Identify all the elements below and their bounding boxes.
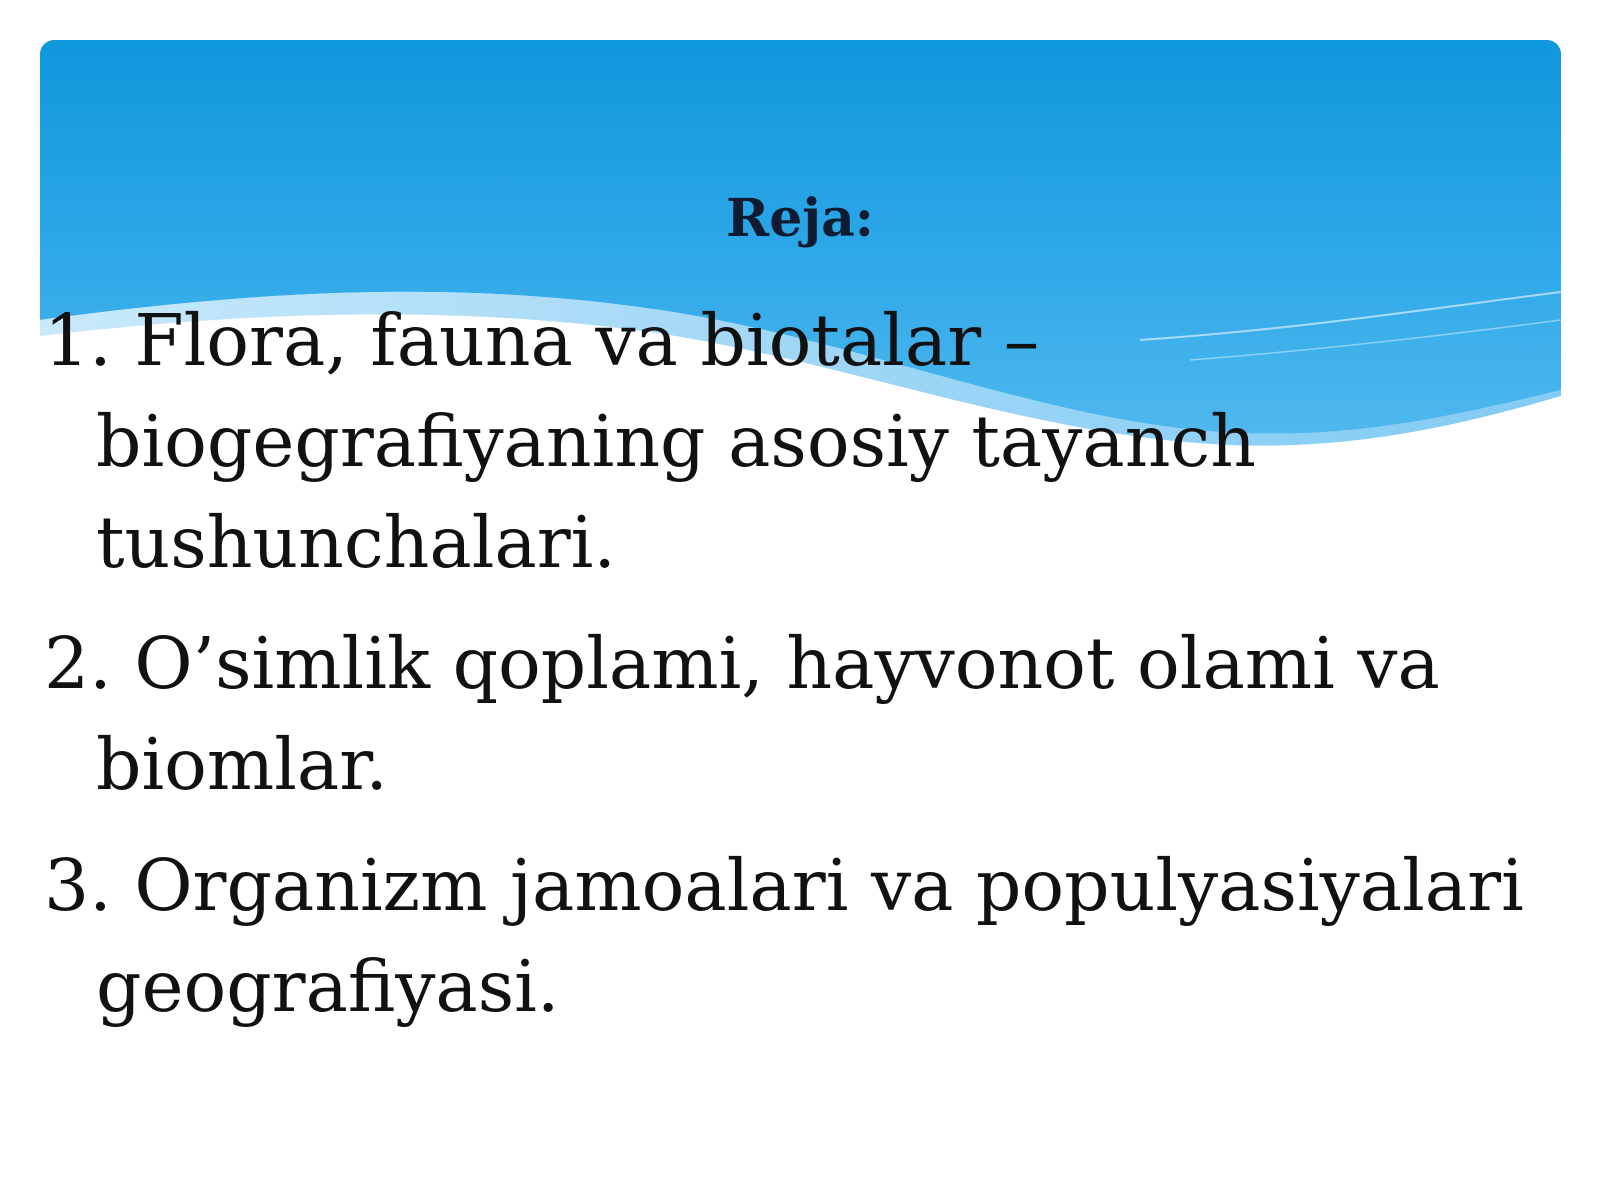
plan-list <box>44 290 1564 1057</box>
list-item <box>44 835 1564 1037</box>
list-item <box>44 613 1564 815</box>
item-number: 1. <box>44 299 135 382</box>
item-number: 3. <box>44 844 135 927</box>
list-item <box>44 290 1564 593</box>
item-text: O’simlik qoplami, hayvonot olami va biomlar. <box>96 622 1440 806</box>
item-number: 2. <box>44 622 135 705</box>
slide-title: Reja: <box>725 188 874 249</box>
item-text: Flora, fauna va biotalar – biogegrafiyaning asosiy tayanch tushunchalari. <box>96 299 1256 584</box>
item-text: Organizm jamoalari va populyasiyalari geografiyasi. <box>96 844 1524 1028</box>
